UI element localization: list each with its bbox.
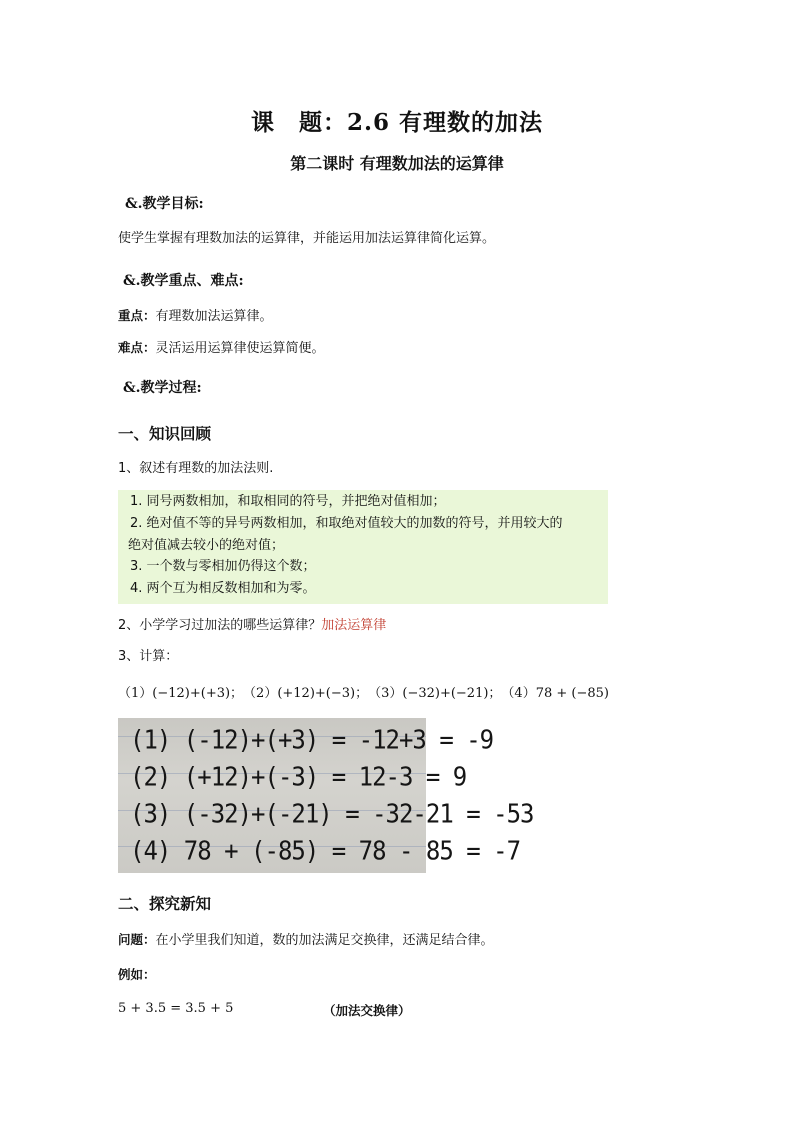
part2-heading: 二、探究新知 — [118, 894, 212, 913]
difficult-point-row — [118, 339, 325, 358]
handwritten-line: (2) (+12)+(-3) = 12-3 = 9 — [130, 761, 467, 793]
process-heading: &.教学过程: — [123, 380, 202, 396]
handwritten-solution-photo — [118, 718, 534, 873]
question-row — [118, 931, 494, 950]
question-2-text: 2、小学学习过加法的哪些运算律？ — [118, 618, 322, 633]
key-points-heading: &.教学重点、难点: — [123, 273, 244, 289]
example-formula: 5 + 3.5 = 3.5 + 5 — [118, 1001, 234, 1016]
page-subtitle: 第二课时 有理数加法的运算律 — [290, 154, 504, 173]
key-point-text: 有理数加法运算律。 — [155, 309, 273, 324]
calculation-items: （1）(−12)+(+3)； （2）(+12)+(−3)； （3）(−32)+(−21)； （4）78 + (−85) — [118, 686, 609, 701]
example-note: （加法交换律） — [323, 1003, 411, 1018]
handwritten-line: (1) (-12)+(+3) = -12+3 = -9 — [130, 724, 494, 756]
difficult-point-label: 难点： — [118, 340, 156, 355]
goal-text: 使学生掌握有理数加法的运算律，并能运用加法运算律简化运算。 — [118, 231, 496, 246]
page-title: 课 题：2.6 有理数的加法 — [250, 109, 544, 136]
part1-heading: 一、知识回顾 — [118, 424, 212, 443]
goal-heading: &.教学目标: — [125, 196, 204, 212]
rule-line: 绝对值减去较小的绝对值； — [128, 538, 285, 553]
difficult-point-text: 灵活运用运算律使运算简便。 — [155, 341, 325, 356]
handwritten-line: (4) 78 + (-85) = 78 - 85 = -7 — [130, 835, 521, 867]
question-text: 在小学里我们知道，数的加法满足交换律，还满足结合律。 — [155, 933, 494, 948]
rule-line: 4. 两个互为相反数相加和为零。 — [130, 581, 316, 596]
key-point-row — [118, 307, 273, 326]
question-label: 问题： — [118, 932, 156, 947]
rule-line: 1. 同号两数相加，和取相同的符号，并把绝对值相加； — [130, 494, 446, 509]
handwritten-line: (3) (-32)+(-21) = -32-21 = -53 — [130, 798, 534, 830]
question-2-answer: 加法运算律 — [321, 618, 387, 633]
question-1: 1、叙述有理数的加法法则. — [118, 461, 274, 476]
rule-line: 3. 一个数与零相加仍得这个数； — [130, 559, 316, 574]
example-label: 例如： — [118, 967, 156, 982]
key-point-label: 重点： — [118, 308, 156, 323]
question-3: 3、计算： — [118, 649, 179, 664]
question-2 — [118, 617, 386, 635]
rule-line: 2. 绝对值不等的异号两数相加，和取绝对值较大的加数的符号，并用较大的 — [130, 516, 563, 531]
addition-rules-box — [118, 490, 608, 604]
